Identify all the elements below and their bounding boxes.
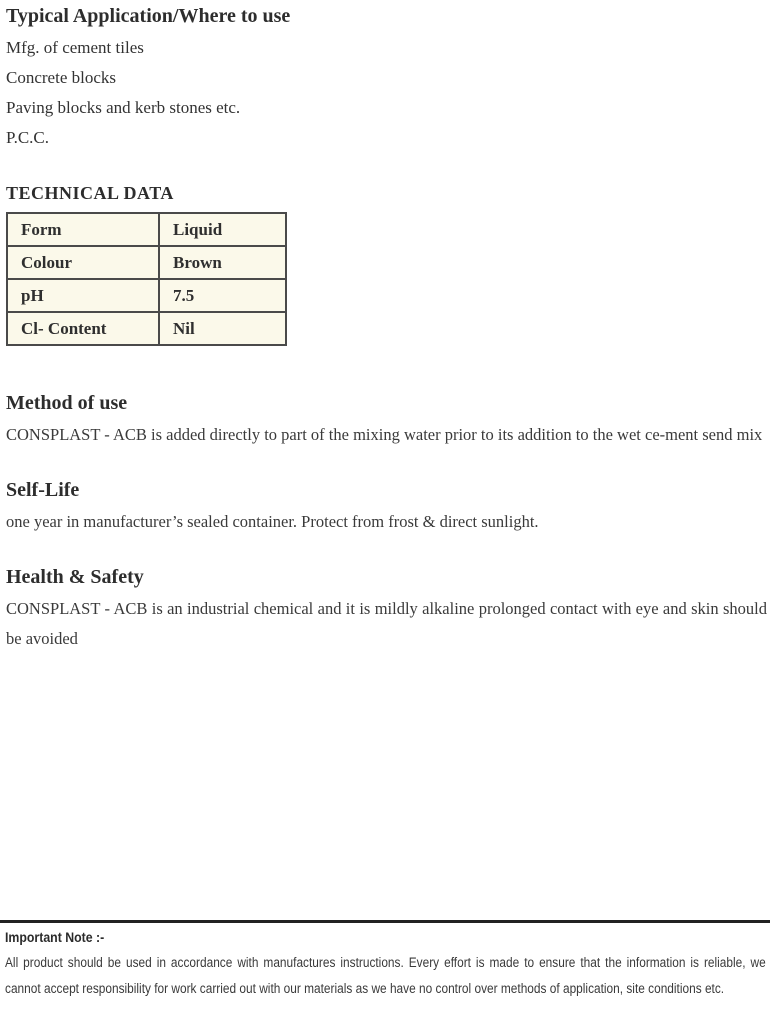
typical-application-heading: Typical Application/Where to use bbox=[6, 5, 291, 27]
health-safety-heading: Health & Safety bbox=[6, 566, 144, 588]
footer-content bbox=[5, 927, 766, 1001]
self-life-text: one year in manufacturer’s sealed container. Protect from frost & direct sunlight. bbox=[6, 512, 539, 531]
value-cell: Liquid bbox=[159, 213, 286, 246]
self-life-heading: Self-Life bbox=[6, 479, 80, 501]
table-row bbox=[7, 246, 286, 279]
application-list bbox=[6, 33, 767, 153]
method-of-use-heading: Method of use bbox=[6, 392, 128, 414]
footer-important-note bbox=[0, 920, 770, 1001]
table-row bbox=[7, 312, 286, 345]
list-item: Paving blocks and kerb stones etc. bbox=[6, 98, 241, 117]
section-method-of-use bbox=[6, 390, 767, 450]
table-row bbox=[7, 213, 286, 246]
technical-data-heading: TECHNICAL DATA bbox=[6, 183, 174, 203]
table-row bbox=[7, 279, 286, 312]
list-item: Mfg. of cement tiles bbox=[6, 38, 144, 57]
section-typical-application bbox=[6, 3, 767, 153]
method-of-use-text: CONSPLAST - ACB is added directly to part of the mixing water prior to its addition to the wet ce-ment send mix bbox=[6, 425, 763, 444]
important-note-text: All product should be used in accordance with manufactures instructions. Every effort is made to ensure that the information is reliable, we cannot accept responsibility for work carried out with our materials as we have no control over methods of application, site conditions etc. bbox=[5, 955, 766, 996]
value-cell: Brown bbox=[159, 246, 286, 279]
value-cell: Nil bbox=[159, 312, 286, 345]
property-cell: Colour bbox=[7, 246, 159, 279]
section-health-safety bbox=[6, 564, 767, 654]
property-cell: pH bbox=[7, 279, 159, 312]
section-technical-data bbox=[6, 181, 767, 346]
list-item: Concrete blocks bbox=[6, 68, 116, 87]
property-cell: Cl- Content bbox=[7, 312, 159, 345]
list-item: P.C.C. bbox=[6, 128, 49, 147]
important-note-label: Important Note :- bbox=[5, 929, 105, 945]
property-cell: Form bbox=[7, 213, 159, 246]
health-safety-text: CONSPLAST - ACB is an industrial chemical and it is mildly alkaline prolonged contact with eye and skin should be avoided bbox=[6, 599, 767, 648]
section-self-life bbox=[6, 477, 767, 537]
technical-data-table bbox=[6, 212, 287, 346]
value-cell: 7.5 bbox=[159, 279, 286, 312]
